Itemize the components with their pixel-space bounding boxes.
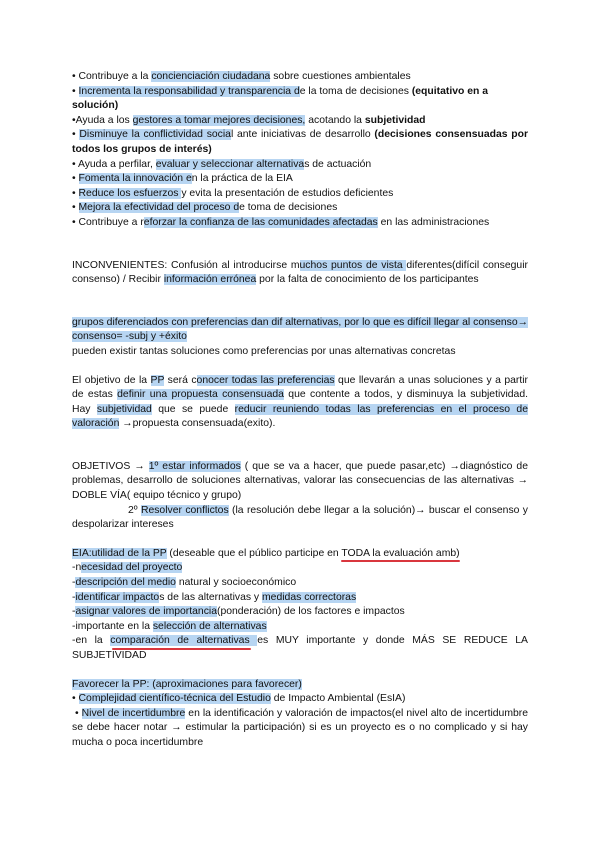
favor-item: • Complejidad científico-técnica del Estudio de Impacto Ambiental (EsIA) [72, 693, 406, 705]
underlined-text: comparación de alternativas [110, 635, 257, 646]
eia-item: -identificar impactos de las alternativas y medidas correctoras [72, 591, 357, 603]
advantage-item: • Contribuye a la concienciación ciudadana sobre cuestiones ambientales [72, 71, 411, 82]
groups-note: pueden existir tantas soluciones como preferencias por unas alternativas concretas [72, 345, 456, 357]
advantage-item: • Contribuye a reforzar la confianza de las comunidades afectadas en las administraciones [72, 216, 490, 228]
advantage-item: •Ayuda a los gestores a tomar mejores decisiones, acotando la subjetividad [72, 114, 426, 126]
groups-paragraph: grupos diferenciados con preferencias dan dif alternativas, por lo que es difícil llegar al consenso→ consenso= -subj y +éxito [72, 316, 528, 343]
disadvantages-paragraph: INCONVENIENTES: Confusión al introducirse muchos puntos de vista diferentes(difícil conseguir consenso) / Recibir información errónea por la falta de conocimiento de los participantes [72, 259, 528, 286]
eia-item: -en la comparación de alternativas es MUY importante y donde MÁS SE REDUCE LA SUBJETIVIDAD [72, 635, 528, 661]
underlined-text: TODA la evaluación amb [341, 548, 456, 559]
advantage-item: • Fomenta la innovación en la práctica de la EIA [72, 173, 293, 185]
objectives-second: 2º Resolver conflictos (la resolución debe llegar a la solución)→ buscar el consenso y despolarizar intereses [72, 504, 528, 531]
advantage-item: • Disminuye la conflictividad social ante iniciativas de desarrollo (decisiones consensuadas por todos los grupos de interés) [72, 129, 528, 155]
favor-heading: Favorecer la PP: (aproximaciones para favorecer) [72, 678, 302, 690]
advantage-item: • Reduce los esfuerzos y evita la presentación de estudios deficientes [72, 187, 394, 199]
document-page [72, 70, 528, 751]
objectives-paragraph: OBJETIVOS → 1º estar informados ( que se va a hacer, que puede pasar,etc) →diagnóstico de problemas, desarrollo de soluciones alternativas, valorar las consecuencias de las alternativas → DOBLE VÍA( equipo técnico y grupo) [72, 460, 528, 502]
advantage-item: • Ayuda a perfilar, evaluar y seleccionar alternativas de actuación [72, 158, 372, 170]
eia-item: -asignar valores de importancia(ponderación) de los factores e impactos [72, 606, 405, 618]
eia-item: -importante en la selección de alternativas [72, 620, 267, 632]
favor-item: • Nivel de incertidumbre en la identificación y valoración de impactos(el nivel alto de incertidumbre se debe hacer notar → estimular la participación) si es un proyecto es o no complicado y si hay mucha o poca incertidumbre [72, 707, 528, 748]
advantage-item: • Incrementa la responsabilidad y transparencia de la toma de decisiones (equitativo en a solución) [72, 85, 489, 112]
eia-item: -descripción del medio natural y socioeconómico [72, 577, 297, 589]
pp-objective-paragraph: El objetivo de la PP será conocer todas las preferencias que llevarán a unas soluciones y a partir de estas definir una propuesta consensuada que contente a todos, y disminuya la subjetividad. Hay subjetividad que se puede reducir reuniendo todas las preferencias en el proceso de valoración →propuesta consensuada(exito). [72, 374, 529, 430]
advantages-list [72, 70, 528, 231]
eia-heading: EIA:utilidad de la PP (deseable que el público participe en TODA la evaluación amb ) [72, 547, 528, 562]
eia-item: -necesidad del proyecto [72, 562, 183, 574]
advantage-item: • Mejora la efectividad del proceso de toma de decisiones [72, 202, 338, 214]
